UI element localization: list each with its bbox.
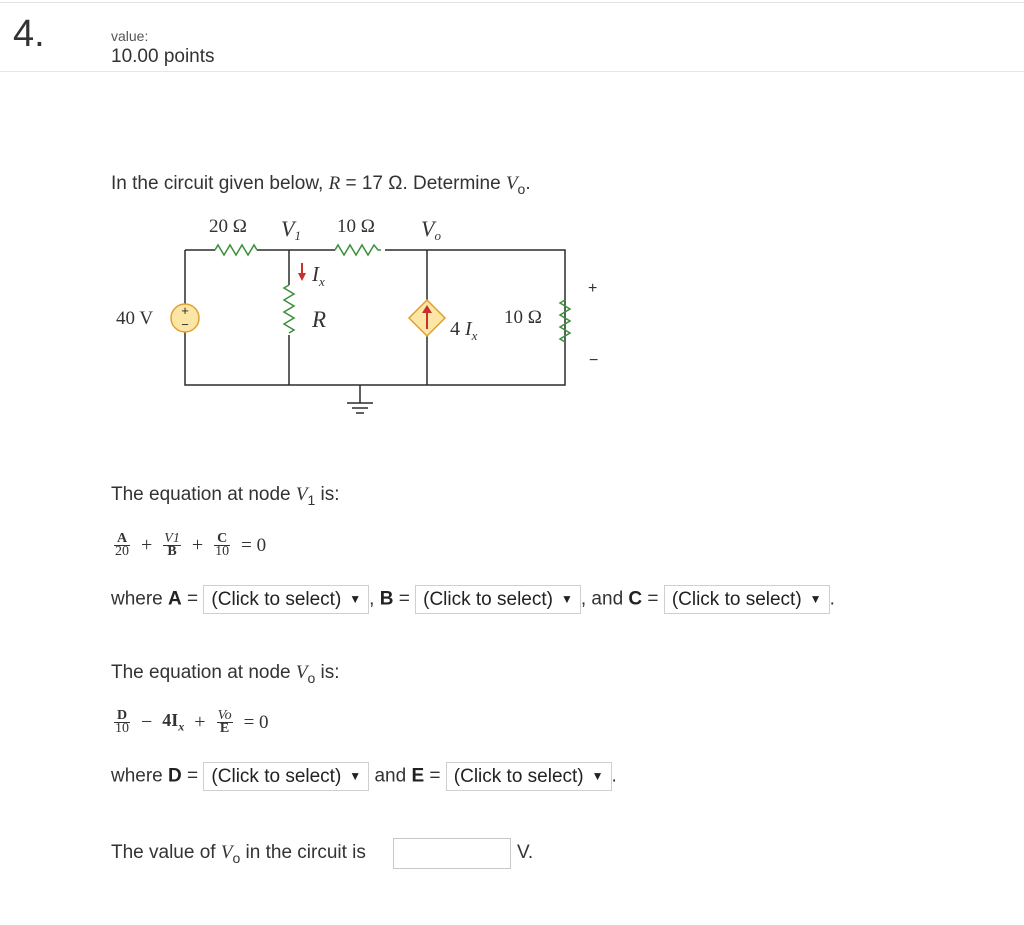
points-value: 10.00 points <box>111 46 215 67</box>
question-header <box>0 3 1024 72</box>
vo-answer-input[interactable] <box>393 838 511 869</box>
problem-prefix: In the circuit given below, <box>111 173 329 194</box>
problem-statement <box>111 173 531 198</box>
select-c[interactable]: (Click to select) ▼ <box>664 585 830 614</box>
label-10-ohm-right: 10 Ω <box>504 307 542 328</box>
dependent-current-source <box>409 300 445 336</box>
resistor-10-top <box>335 245 381 255</box>
r-symbol: R <box>328 173 341 194</box>
label-minus: − <box>589 352 599 369</box>
select-b[interactable]: (Click to select) ▼ <box>415 585 581 614</box>
node1-where-line: where A = (Click to select) ▼ , B = (Click to select) ▼ , and C = (Click to select) ▼ . <box>111 585 835 614</box>
label-4ix: 4 $I_x$ <box>450 318 478 343</box>
eq1-term3: $\frac{C}{10}$ <box>215 531 230 559</box>
label-v1: V1 <box>281 216 301 243</box>
resistor-r <box>284 285 294 333</box>
voltage-source <box>171 303 199 332</box>
circuit-wires <box>185 250 565 413</box>
label-20-ohm: 20 Ω <box>209 216 247 237</box>
vo-subscript: o <box>517 180 526 197</box>
r-value: = 17 Ω. Determine <box>340 173 506 194</box>
dropdown-arrow-icon: ▼ <box>349 592 362 606</box>
node2-where-line: where D = (Click to select) ▼ and E = (Click to select) ▼ . <box>111 762 617 791</box>
dropdown-arrow-icon: ▼ <box>349 769 362 783</box>
circuit-labels <box>116 216 598 369</box>
label-10-ohm-top: 10 Ω <box>337 216 375 237</box>
label-vo: Vo <box>421 216 441 243</box>
svg-text:+: + <box>181 303 189 318</box>
select-e[interactable]: (Click to select) ▼ <box>446 762 612 791</box>
select-d[interactable]: (Click to select) ▼ <box>203 762 369 791</box>
eq1-term1: $\frac{A}{20}$ <box>115 531 129 559</box>
eq2-term2: $4I_x$ <box>162 710 185 734</box>
select-a[interactable]: (Click to select) ▼ <box>203 585 369 614</box>
answer-unit: V. <box>517 842 534 863</box>
dropdown-arrow-icon: ▼ <box>591 769 604 783</box>
label-plus: + <box>588 280 598 297</box>
value-label: value: <box>111 28 149 44</box>
question-number: 4. <box>13 13 45 55</box>
node1-intro: The equation at node $V_1$ is: <box>111 484 340 508</box>
svg-text:−: − <box>181 317 189 332</box>
label-r: R <box>312 307 327 332</box>
dropdown-arrow-icon: ▼ <box>809 592 822 606</box>
resistor-20 <box>215 245 257 255</box>
eq2-term3: $\frac{Vo}{E}$ <box>217 708 232 736</box>
answer-prompt: The value of $V_o$ in the circuit is <box>111 842 366 866</box>
label-ix: $I_x$ <box>312 262 325 289</box>
circuit-diagram <box>105 205 605 430</box>
node2-intro: The equation at node $V_o$ is: <box>111 662 340 686</box>
eq1-term2: $\frac{V1}{B}$ <box>164 531 180 559</box>
label-40v: 40 V <box>116 308 154 329</box>
ix-arrow-icon <box>298 263 306 281</box>
dropdown-arrow-icon: ▼ <box>560 592 573 606</box>
node2-equation: $\frac{D}{10}$ − $4I_x$ + $\frac{Vo}{E}$ = 0 <box>115 708 269 736</box>
problem-suffix: . <box>525 173 531 194</box>
vo-symbol: V <box>505 173 518 194</box>
eq2-term1: $\frac{D}{10}$ <box>115 708 129 736</box>
node1-equation: $\frac{A}{20}$ + $\frac{V1}{B}$ + $\frac{C}{10}$ = 0 <box>115 531 267 559</box>
